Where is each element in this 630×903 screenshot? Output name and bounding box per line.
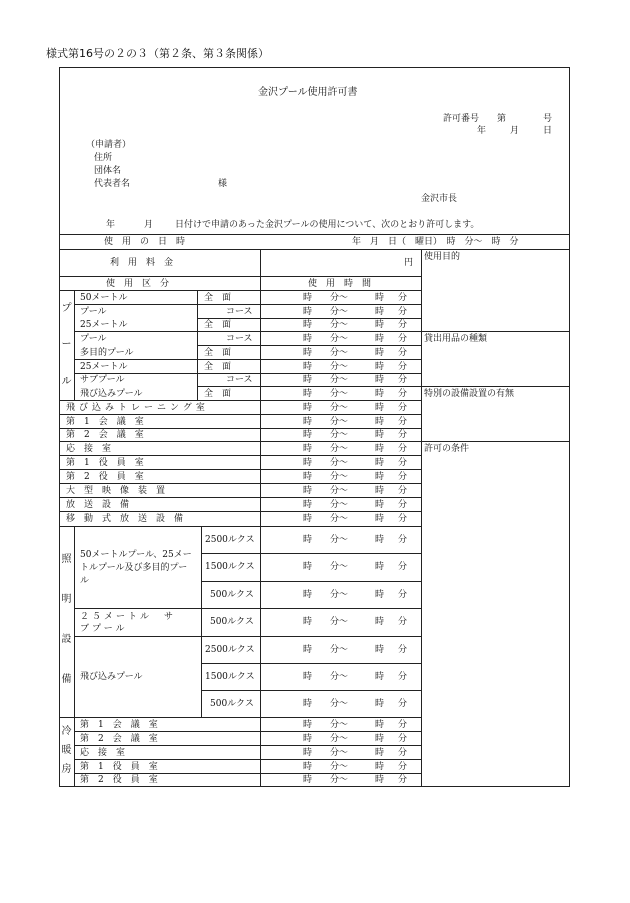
pool-item: 25メートル	[80, 320, 128, 330]
pool-unit: 全 面	[204, 348, 232, 358]
time-cell-ji: 時	[303, 458, 313, 468]
time-cell-fun-kara: 分～	[330, 375, 349, 385]
rule-pool-6	[74, 373, 421, 374]
time-cell-fun: 分	[398, 762, 408, 772]
time-cell-ji2: 時	[375, 307, 385, 317]
col-divider-cool-side	[74, 717, 75, 787]
facility-label: 応 接 室	[66, 444, 112, 454]
time-cell-ji: 時	[303, 562, 313, 572]
time-cell-ji: 時	[303, 334, 313, 344]
time-cell-fun: 分	[398, 775, 408, 785]
applicant-address: 住所	[94, 153, 113, 163]
time-cell-fun-kara: 分～	[330, 720, 349, 730]
lighting-group-3: 飛び込みプール	[80, 672, 143, 682]
time-cell-ji2: 時	[375, 590, 385, 600]
applicant-sama: 様	[218, 179, 228, 189]
time-cell-fun: 分	[398, 562, 408, 572]
time-cell-fun: 分	[398, 348, 408, 358]
time-cell-ji: 時	[303, 362, 313, 372]
body-month: 月	[144, 220, 154, 230]
time-cell-ji: 時	[303, 444, 313, 454]
time-cell-ji: 時	[303, 375, 313, 385]
time-cell-fun: 分	[398, 720, 408, 730]
time-cell-fun: 分	[398, 514, 408, 524]
fee-unit: 円	[404, 258, 414, 268]
time-cell-fun: 分	[398, 417, 408, 427]
time-cell-ji2: 時	[375, 720, 385, 730]
time-cell-ji2: 時	[375, 375, 385, 385]
time-cell-fun-kara: 分～	[330, 472, 349, 482]
time-cell-fun-kara: 分～	[330, 293, 349, 303]
rule-pool-1	[74, 304, 421, 305]
time-cell-ji: 時	[303, 775, 313, 785]
time-cell-ji2: 時	[375, 748, 385, 758]
time-cell-ji: 時	[303, 645, 313, 655]
time-cell-ji: 時	[303, 403, 313, 413]
rule-light-6	[201, 690, 421, 691]
permit-go: 号	[543, 114, 553, 124]
time-cell-fun-kara: 分～	[330, 334, 349, 344]
rule-pool-5	[74, 359, 421, 360]
time-cell-ji: 時	[303, 389, 313, 399]
facility-label: 放 送 設 備	[66, 500, 130, 510]
time-cell-ji2: 時	[375, 645, 385, 655]
rule-pool-2	[197, 318, 421, 319]
lighting-side-label	[59, 540, 74, 700]
time-cell-ji2: 時	[375, 334, 385, 344]
rule-light-7	[59, 717, 421, 718]
frame-right	[569, 67, 570, 787]
rule-fac-1	[59, 414, 421, 415]
time-cell-ji: 時	[303, 472, 313, 482]
time-cell-fun: 分	[398, 375, 408, 385]
issuer: 金沢市長	[421, 194, 458, 204]
rule-fac-4	[59, 455, 421, 456]
pool-item: プール	[80, 334, 107, 344]
rule-fac-5	[59, 469, 421, 470]
rule-light-4	[74, 636, 421, 637]
time-cell-fun-kara: 分～	[330, 417, 349, 427]
time-cell-fun-kara: 分～	[330, 562, 349, 572]
cooling-item: 第 1 会 議 室	[80, 720, 158, 730]
conditions-label: 許可の条件	[424, 444, 470, 454]
time-cell-ji2: 時	[375, 500, 385, 510]
rule-right-2	[421, 386, 569, 387]
time-cell-fun: 分	[398, 389, 408, 399]
time-cell-fun: 分	[398, 472, 408, 482]
lighting-side-char: 照	[61, 554, 72, 565]
time-cell-ji: 時	[303, 734, 313, 744]
time-cell-ji: 時	[303, 486, 313, 496]
rule-fac-8	[59, 511, 421, 512]
lux-1500: 1500ルクス	[205, 672, 255, 682]
time-cell-ji: 時	[303, 500, 313, 510]
time-cell-ji2: 時	[375, 403, 385, 413]
facility-text: 飛び込みトレーニング室	[66, 403, 209, 413]
time-cell-ji: 時	[303, 672, 313, 682]
applicant-heading: （申請者）	[86, 140, 132, 150]
time-cell-ji2: 時	[375, 444, 385, 454]
rule-cool-2	[74, 745, 421, 746]
lighting-group-2: ２５メートル サブプール	[80, 612, 177, 634]
rule-cool-3	[74, 759, 421, 760]
time-cell-ji2: 時	[375, 514, 385, 524]
lux-500: 500ルクス	[210, 590, 254, 600]
time-cell-fun-kara: 分～	[330, 535, 349, 545]
permit-dai: 第	[497, 114, 507, 124]
pool-item: 50メートル	[80, 293, 128, 303]
rule-fee	[59, 276, 421, 277]
lighting-side-char: 設	[61, 634, 72, 645]
facility-label: 第 1 役 員 室	[66, 458, 144, 468]
col-divider-421	[421, 249, 422, 787]
time-cell-fun: 分	[398, 672, 408, 682]
pool-side-char: プ	[61, 303, 72, 315]
cooling-side-char: 暖	[61, 744, 72, 756]
rule-pool-7	[197, 386, 421, 387]
time-cell-fun-kara: 分～	[330, 444, 349, 454]
time-cell-ji: 時	[303, 417, 313, 427]
time-cell-fun-kara: 分～	[330, 645, 349, 655]
lighting-side-char: 備	[61, 674, 72, 685]
time-cell-fun: 分	[398, 645, 408, 655]
rule-right-3	[421, 441, 569, 442]
special-equipment-label: 特別の設備設置の有無	[424, 389, 515, 399]
time-cell-ji2: 時	[375, 535, 385, 545]
time-cell-fun: 分	[398, 617, 408, 627]
time-cell-fun: 分	[398, 320, 408, 330]
fee-label: 利 用 料 金	[110, 258, 174, 268]
cooling-side-label	[59, 722, 74, 780]
cooling-item: 第 2 役 員 室	[80, 775, 158, 785]
facility-label: 第 2 役 員 室	[66, 472, 144, 482]
time-cell-ji2: 時	[375, 417, 385, 427]
time-cell-ji2: 時	[375, 472, 385, 482]
applicant-rep: 代表者名	[94, 179, 131, 189]
form-id: 様式第16号の２の３（第２条、第３条関係）	[46, 47, 269, 60]
rule-light-3	[74, 608, 421, 609]
time-cell-fun-kara: 分～	[330, 734, 349, 744]
time-cell-ji2: 時	[375, 775, 385, 785]
rule-light-1	[201, 553, 421, 554]
time-cell-ji: 時	[303, 430, 313, 440]
time-cell-fun-kara: 分～	[330, 672, 349, 682]
pool-unit: コース	[226, 375, 253, 385]
time-cell-fun: 分	[398, 334, 408, 344]
col-divider-light-lux	[201, 526, 202, 717]
rule-pool-3	[74, 331, 421, 332]
pool-item: サブプール	[80, 375, 125, 385]
pool-item: 多目的プール	[80, 348, 134, 358]
cooling-item: 第 1 役 員 室	[80, 762, 158, 772]
time-cell-ji: 時	[303, 699, 313, 709]
time-cell-fun-kara: 分～	[330, 699, 349, 709]
facility-label: 移 動 式 放 送 設 備	[66, 514, 184, 524]
lux-500: 500ルクス	[210, 617, 254, 627]
rule-header	[59, 290, 421, 291]
time-cell-ji2: 時	[375, 430, 385, 440]
time-cell-fun: 分	[398, 444, 408, 454]
rule-pool-4	[197, 345, 421, 346]
permit-year: 年	[477, 126, 487, 136]
col-divider-pool-side	[74, 290, 75, 400]
time-cell-ji2: 時	[375, 617, 385, 627]
rental-items-label: 貸出用品の種類	[424, 334, 488, 344]
time-cell-ji2: 時	[375, 562, 385, 572]
time-cell-fun: 分	[398, 699, 408, 709]
time-cell-fun-kara: 分～	[330, 348, 349, 358]
time-cell-fun-kara: 分～	[330, 762, 349, 772]
frame-top	[59, 67, 570, 68]
body-text: 日付けで申請のあった金沢プールの使用について、次のとおり許可します。	[175, 220, 480, 230]
applicant-org: 団体名	[94, 166, 122, 176]
rule-fac-3	[59, 441, 421, 442]
facility-label: 第 2 会 議 室	[66, 430, 144, 440]
lux-2500: 2500ルクス	[205, 645, 255, 655]
pool-item: プール	[80, 307, 107, 317]
pool-side-char: ル	[61, 375, 72, 387]
time-label: 使 用 時 間	[308, 279, 372, 289]
time-cell-fun-kara: 分～	[330, 458, 349, 468]
rule-fac-7	[59, 497, 421, 498]
rule-fac-9	[59, 526, 421, 527]
lighting-side-char: 明	[61, 594, 72, 605]
lux-500: 500ルクス	[210, 699, 254, 709]
rule-fac-6	[59, 483, 421, 484]
time-cell-ji: 時	[303, 617, 313, 627]
pool-unit: 全 面	[204, 293, 232, 303]
time-cell-ji: 時	[303, 535, 313, 545]
frame-bottom	[59, 786, 570, 787]
pool-unit: 全 面	[204, 389, 232, 399]
time-cell-ji2: 時	[375, 458, 385, 468]
time-cell-fun-kara: 分～	[330, 500, 349, 510]
time-cell-ji2: 時	[375, 348, 385, 358]
time-cell-fun-kara: 分～	[330, 403, 349, 413]
time-cell-fun: 分	[398, 307, 408, 317]
date-label: 使 用 の 日 時	[104, 237, 186, 247]
time-cell-ji: 時	[303, 348, 313, 358]
time-cell-ji: 時	[303, 590, 313, 600]
category-label: 使 用 区 分	[106, 279, 170, 289]
pool-unit: コース	[226, 334, 253, 344]
time-cell-ji: 時	[303, 307, 313, 317]
time-cell-ji: 時	[303, 720, 313, 730]
time-cell-fun: 分	[398, 748, 408, 758]
time-cell-fun: 分	[398, 293, 408, 303]
time-cell-fun-kara: 分～	[330, 590, 349, 600]
time-cell-fun-kara: 分～	[330, 389, 349, 399]
time-cell-fun: 分	[398, 535, 408, 545]
cooling-side-char: 房	[61, 764, 72, 776]
time-cell-ji2: 時	[375, 320, 385, 330]
pool-unit: 全 面	[204, 362, 232, 372]
time-cell-fun: 分	[398, 458, 408, 468]
time-cell-fun-kara: 分～	[330, 362, 349, 372]
body-year: 年	[106, 220, 116, 230]
time-cell-fun-kara: 分～	[330, 307, 349, 317]
time-cell-ji2: 時	[375, 293, 385, 303]
rule-pool-8	[59, 400, 421, 401]
time-cell-ji2: 時	[375, 734, 385, 744]
time-cell-fun: 分	[398, 500, 408, 510]
time-cell-fun-kara: 分～	[330, 486, 349, 496]
time-cell-ji2: 時	[375, 362, 385, 372]
lighting-group-1: 50メートルプール、25メートルプール及び多目的プール	[80, 550, 192, 586]
rule-date	[59, 249, 570, 250]
time-cell-fun: 分	[398, 403, 408, 413]
time-cell-ji2: 時	[375, 699, 385, 709]
lux-2500: 2500ルクス	[205, 535, 255, 545]
time-cell-fun-kara: 分～	[330, 617, 349, 627]
time-cell-ji2: 時	[375, 486, 385, 496]
time-cell-ji2: 時	[375, 762, 385, 772]
time-cell-ji: 時	[303, 320, 313, 330]
time-cell-fun-kara: 分～	[330, 775, 349, 785]
time-cell-fun: 分	[398, 590, 408, 600]
rule-cool-1	[74, 731, 421, 732]
time-cell-ji: 時	[303, 748, 313, 758]
rule-light-5	[201, 663, 421, 664]
rule-light-2	[201, 581, 421, 582]
permit-day: 日	[543, 126, 553, 136]
facility-label: 第 1 会 議 室	[66, 417, 144, 427]
pool-unit: コース	[226, 307, 253, 317]
purpose-label: 使用目的	[424, 252, 461, 262]
time-cell-fun: 分	[398, 486, 408, 496]
pool-item: 飛び込みプール	[80, 389, 143, 399]
rule-table-top	[59, 234, 570, 235]
time-cell-fun-kara: 分～	[330, 320, 349, 330]
time-cell-fun: 分	[398, 362, 408, 372]
time-cell-fun-kara: 分～	[330, 748, 349, 758]
rule-right-1	[421, 331, 569, 332]
date-value: 年 月 日（ 曜日） 時 分～ 時 分	[352, 237, 519, 247]
cooling-item: 応 接 室	[80, 748, 126, 758]
pool-item: 25メートル	[80, 362, 128, 372]
lux-1500: 1500ルクス	[205, 562, 255, 572]
time-cell-ji2: 時	[375, 672, 385, 682]
col-divider-260	[260, 249, 261, 787]
time-cell-ji: 時	[303, 762, 313, 772]
time-cell-fun-kara: 分～	[330, 514, 349, 524]
facility-label: 大 型 映 像 装 置	[66, 486, 166, 496]
document-title: 金沢プール使用許可書	[258, 87, 358, 98]
rule-cool-4	[74, 773, 421, 774]
pool-side-char: ー	[61, 339, 72, 351]
time-cell-ji2: 時	[375, 389, 385, 399]
pool-side-label	[59, 291, 74, 400]
time-cell-ji: 時	[303, 293, 313, 303]
facility-label	[66, 404, 252, 413]
rule-fac-2	[59, 428, 421, 429]
time-cell-fun: 分	[398, 734, 408, 744]
cooling-item: 第 2 会 議 室	[80, 734, 158, 744]
permit-number-label: 許可番号	[443, 114, 480, 124]
cooling-side-char: 冷	[61, 725, 72, 737]
col-divider-light-side	[74, 526, 75, 717]
permit-month: 月	[510, 126, 520, 136]
time-cell-fun: 分	[398, 430, 408, 440]
time-cell-ji: 時	[303, 514, 313, 524]
pool-unit: 全 面	[204, 320, 232, 330]
time-cell-fun-kara: 分～	[330, 430, 349, 440]
